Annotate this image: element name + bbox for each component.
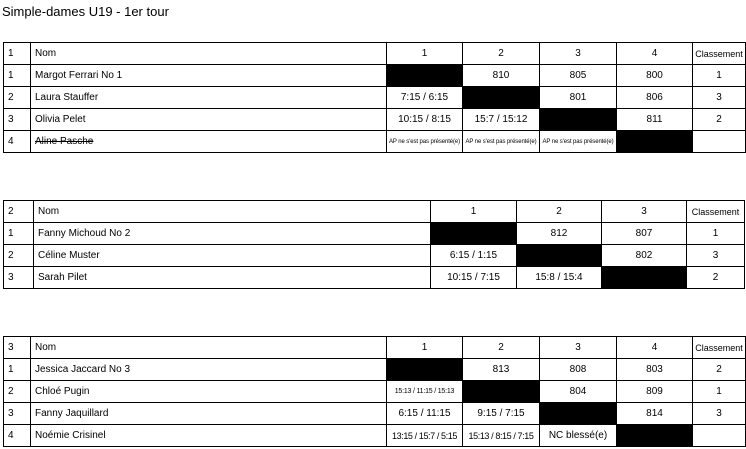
table-row (4, 245, 745, 267)
match-cell: 806 (617, 87, 693, 109)
player-name: Jessica Jaccard No 3 (31, 359, 387, 381)
match-cell: 800 (617, 65, 693, 87)
match-cell: NC blessé(e) (540, 425, 617, 447)
player-name: Fanny Michoud No 2 (34, 223, 431, 245)
column-header: 1 (431, 201, 517, 223)
match-cell: 809 (617, 381, 693, 403)
player-name: Olivia Pelet (31, 109, 387, 131)
table-row (4, 223, 745, 245)
row-number: 1 (4, 359, 31, 381)
table-row (4, 359, 746, 381)
player-name: Chloé Pugin (31, 381, 387, 403)
blocked-cell (431, 223, 517, 245)
rank-cell: 1 (693, 65, 746, 87)
table-header-row (4, 201, 745, 223)
name-header: Nom (31, 43, 387, 65)
player-name: Céline Muster (34, 245, 431, 267)
row-number: 2 (4, 87, 31, 109)
table-row (4, 425, 746, 447)
blocked-cell (540, 109, 617, 131)
row-number: 1 (4, 223, 34, 245)
table-header-row (4, 337, 746, 359)
player-name: Noémie Crisinel (31, 425, 387, 447)
name-header: Nom (31, 337, 387, 359)
column-header: 3 (540, 43, 617, 65)
table-row (4, 267, 745, 289)
blocked-cell (617, 131, 693, 153)
table-row (4, 403, 746, 425)
table-header-row (4, 43, 746, 65)
player-name: Laura Stauffer (31, 87, 387, 109)
match-cell: 7:15 / 6:15 (387, 87, 463, 109)
row-number: 1 (4, 65, 31, 87)
match-cell: 804 (540, 381, 617, 403)
group-number: 1 (4, 43, 31, 65)
match-cell: 807 (602, 223, 687, 245)
rank-cell: 3 (693, 87, 746, 109)
match-cell: AP ne s'est pas présenté(e) (540, 131, 617, 153)
group-number: 3 (4, 337, 31, 359)
group-3-table (3, 336, 746, 447)
rank-cell: 1 (693, 381, 746, 403)
match-cell: 6:15 / 11:15 (387, 403, 463, 425)
column-header: 4 (617, 337, 693, 359)
rank-cell: 2 (693, 109, 746, 131)
row-number: 4 (4, 131, 31, 153)
blocked-cell (387, 359, 463, 381)
rank-cell: 3 (693, 403, 746, 425)
match-cell: 803 (617, 359, 693, 381)
table-row (4, 87, 746, 109)
blocked-cell (617, 425, 693, 447)
player-name-withdrawn (31, 131, 387, 153)
match-cell: 811 (617, 109, 693, 131)
rank-header: Classement (693, 337, 746, 359)
player-name: Aline Pasche (35, 136, 94, 147)
match-cell: 813 (463, 359, 540, 381)
name-header: Nom (34, 201, 431, 223)
column-header: 2 (463, 43, 540, 65)
rank-header: Classement (687, 201, 745, 223)
match-cell: 10:15 / 8:15 (387, 109, 463, 131)
match-cell: 6:15 / 1:15 (431, 245, 517, 267)
blocked-cell (517, 245, 602, 267)
player-name: Sarah Pilet (34, 267, 431, 289)
table-row (4, 381, 746, 403)
match-cell: 801 (540, 87, 617, 109)
table-row (4, 109, 746, 131)
column-header: 1 (387, 43, 463, 65)
blocked-cell (463, 87, 540, 109)
match-cell: 802 (602, 245, 687, 267)
rank-cell: 2 (687, 267, 745, 289)
match-cell: 15:8 / 15:4 (517, 267, 602, 289)
row-number: 2 (4, 381, 31, 403)
column-header: 4 (617, 43, 693, 65)
match-cell: 814 (617, 403, 693, 425)
row-number: 2 (4, 245, 34, 267)
rank-cell (693, 425, 746, 447)
column-header: 2 (517, 201, 602, 223)
match-cell: AP ne s'est pas présenté(e) (463, 131, 540, 153)
page-title: Simple-dames U19 - 1er tour (2, 4, 169, 19)
column-header: 2 (463, 337, 540, 359)
rank-header: Classement (693, 43, 746, 65)
blocked-cell (602, 267, 687, 289)
player-name: Margot Ferrari No 1 (31, 65, 387, 87)
row-number: 4 (4, 425, 31, 447)
match-cell: 13:15 / 15:7 / 5:15 (387, 425, 463, 447)
rank-cell: 1 (687, 223, 745, 245)
group-2-table (3, 200, 745, 289)
group-1-table (3, 42, 746, 153)
blocked-cell (463, 381, 540, 403)
column-header: 3 (602, 201, 687, 223)
match-cell: 810 (463, 65, 540, 87)
rank-cell (693, 131, 746, 153)
match-cell: 812 (517, 223, 602, 245)
column-header: 1 (387, 337, 463, 359)
match-cell: 15:13 / 8:15 / 7:15 (463, 425, 540, 447)
player-name: Fanny Jaquillard (31, 403, 387, 425)
match-cell: 10:15 / 7:15 (431, 267, 517, 289)
row-number: 3 (4, 403, 31, 425)
match-cell: 9:15 / 7:15 (463, 403, 540, 425)
column-header: 3 (540, 337, 617, 359)
match-cell: 15:13 / 11:15 / 15:13 (387, 381, 463, 403)
table-row (4, 131, 746, 153)
table-row (4, 65, 746, 87)
row-number: 3 (4, 109, 31, 131)
match-cell: AP ne s'est pas présenté(e) (387, 131, 463, 153)
blocked-cell (387, 65, 463, 87)
rank-cell: 3 (687, 245, 745, 267)
match-cell: 15:7 / 15:12 (463, 109, 540, 131)
match-cell: 808 (540, 359, 617, 381)
row-number: 3 (4, 267, 34, 289)
group-number: 2 (4, 201, 34, 223)
blocked-cell (540, 403, 617, 425)
match-cell: 805 (540, 65, 617, 87)
rank-cell: 2 (693, 359, 746, 381)
